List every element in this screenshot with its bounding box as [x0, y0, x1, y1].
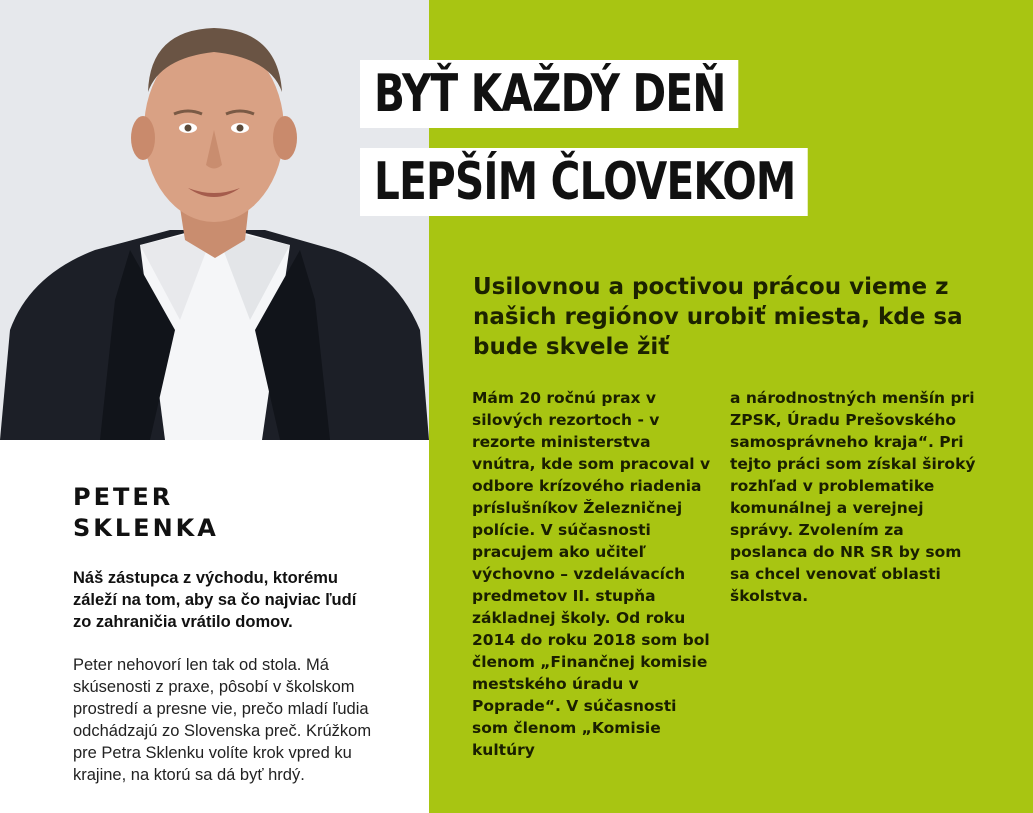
- headline-line-1: BYŤ KAŽDÝ DEŇ: [360, 60, 738, 128]
- candidate-name: [73, 482, 219, 544]
- candidate-tagline: Náš zástupca z východu, ktorému záleží na tom, aby sa čo najviac ľudí zo zahraničia vrátilo domov.: [73, 569, 357, 631]
- bio-column-2: a národnostných menšín pri ZPSK, Úradu Prešovského samosprávneho kraja“. Pri tejto práci som získal široký rozhľad v problematike komunálnej a verejnej správy. Zvolením za poslanca do NR SR by som sa chcel venovať oblasti školstva.: [730, 389, 976, 605]
- candidate-description: Peter nehovorí len tak od stola. Má skúsenosti z praxe, pôsobí v školskom prostredí a presne vie, prečo mladí ľudia odchádzajú zo Slovenska preč. Krúžkom pre Petra Sklenku volíte krok vpred ku krajine, na ktorú sa dá byť hrdý.: [73, 656, 372, 784]
- bio-column-1: Mám 20 ročnú prax v silových rezortoch - v rezorte ministerstva vnútra, kde som pracoval v odbore krízového riadenia príslušníkov Železničnej polície. V súčasnosti pracujem ako učiteľ výchovno – vzdelávacích predmetov II. stupňa základnej školy. Od roku 2014 do roku 2018 som bol členom „Finančnej komisie mestského úradu v Poprade“. V súčasnosti som členom „Komisie kultúry: [472, 389, 711, 759]
- headline-line-2: LEPŠÍM ČLOVEKOM: [360, 148, 808, 216]
- candidate-first-name: PETER: [73, 483, 174, 511]
- subheadline: Usilovnou a poctivou prácou vieme z našich regiónov urobiť miesta, kde sa bude skvele žiť: [473, 274, 963, 360]
- candidate-last-name: SKLENKA: [73, 514, 219, 542]
